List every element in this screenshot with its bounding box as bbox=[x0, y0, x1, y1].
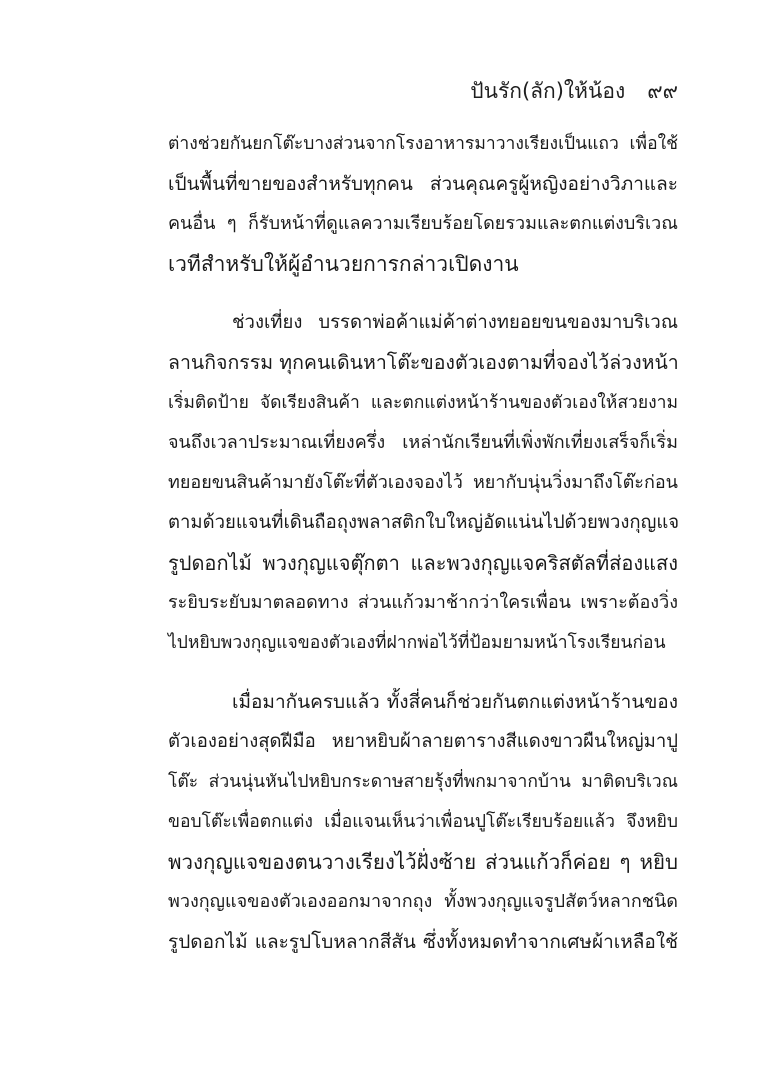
text-line: รูปดอกไม้ และรูปโบหลากสีสัน ซึ่งทั้งหมดทำจากเศษผ้าเหลือใช้ bbox=[168, 931, 678, 953]
text-line: เป็นพื้นที่ขายของสำหรับทุกคน ส่วนคุณครูผู้หญิงอย่างวิภาและ bbox=[168, 173, 678, 195]
text-line: ลานกิจกรรม ทุกคนเดินหาโต๊ะของตัวเองตามที่จองไว้ล่วงหน้า bbox=[168, 351, 679, 374]
running-header bbox=[470, 76, 678, 106]
text-line: ตามด้วยแจนที่เดินถือถุงพลาสติกใบใหญ่อัดแน่นไปด้วยพวงกุญแจ bbox=[168, 512, 680, 533]
body-text bbox=[168, 124, 678, 981]
text-line: โต๊ะ ส่วนนุ่นหันไปหยิบกระดาษสายรุ้งที่พกมาจากบ้าน มาติดบริเวณ bbox=[168, 772, 678, 792]
text-line: เริ่มติดป้าย จัดเรียงสินค้า และตกแต่งหน้าร้านของตัวเองให้สวยงาม bbox=[168, 393, 678, 413]
text-line: คนอื่น ๆ ก็รับหน้าที่ดูแลความเรียบร้อยโดยรวมและตกแต่งบริเวณ bbox=[168, 213, 678, 234]
text-line: ขอบโต๊ะเพื่อตกแต่ง เมื่อแจนเห็นว่าเพื่อนปูโต๊ะเรียบร้อยแล้ว จึงหยิบ bbox=[168, 812, 678, 832]
text-line: รูปดอกไม้ พวงกุญแจตุ๊กตา และพวงกุญแจคริสตัลที่ส่องแสง bbox=[168, 551, 678, 575]
text-line: ตัวเองอย่างสุดฝีมือ หยาหยิบผ้าลายตารางสีแดงขาวผืนใหญ่มาปู bbox=[168, 731, 678, 752]
text-line: จนถึงเวลาประมาณเที่ยงครึ่ง เหล่านักเรียนที่เพิ่งพักเที่ยงเสร็จก็เริ่ม bbox=[168, 432, 678, 453]
text-line: พวงกุญแจของตนวางเรียงไว้ฝั่งซ้าย ส่วนแก้วก็ค่อย ๆ หยิบ bbox=[168, 850, 678, 874]
text-line: เวทีสำหรับให้ผู้อำนวยการกล่าวเปิดงาน bbox=[168, 252, 519, 276]
text-line: ทยอยขนสินค้ามายังโต๊ะที่ตัวเองจองไว้ หยากับนุ่นวิ่งมาถึงโต๊ะก่อน bbox=[168, 472, 678, 493]
page-number: ๙๙ bbox=[647, 79, 678, 103]
paragraph bbox=[168, 682, 678, 962]
text-line: เมื่อมากันครบแล้ว ทั้งสี่คนก็ช่วยกันตกแต่งหน้าร้านของ bbox=[232, 691, 678, 713]
paragraph bbox=[168, 303, 678, 663]
paragraph bbox=[168, 124, 678, 284]
chapter-title: ปันรัก(ลัก)ให้น้อง bbox=[470, 79, 626, 103]
text-line: ต่างช่วยกันยกโต๊ะบางส่วนจากโรงอาหารมาวางเรียงเป็นแถว เพื่อใช้ bbox=[168, 134, 678, 154]
text-line: ไปหยิบพวงกุญแจของตัวเองที่ฝากพ่อไว้ที่ป้อมยามหน้าโรงเรียนก่อน bbox=[168, 633, 666, 653]
text-line: ระยิบระยับมาตลอดทาง ส่วนแก้วมาช้ากว่าใครเพื่อน เพราะต้องวิ่ง bbox=[168, 592, 678, 613]
text-line: ช่วงเที่ยง บรรดาพ่อค้าแม่ค้าต่างทยอยขนของมาบริเวณ bbox=[232, 312, 678, 333]
text-line: พวงกุญแจของตัวเองออกมาจากถุง ทั้งพวงกุญแจรูปสัตว์หลากชนิด bbox=[168, 891, 678, 912]
